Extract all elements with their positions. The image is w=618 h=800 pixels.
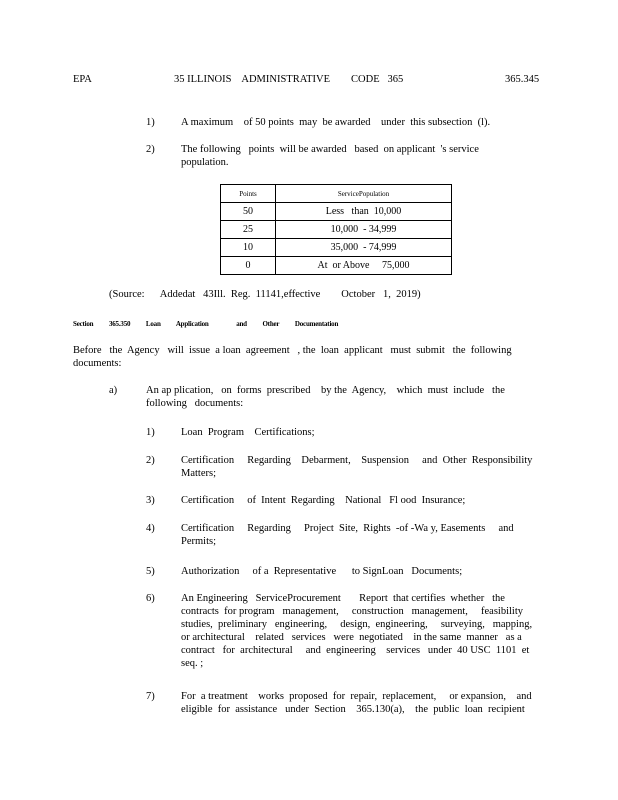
table-row — [221, 257, 452, 275]
table-header-population: ServicePopulation — [276, 185, 452, 203]
sub-item-number: 5) — [146, 566, 155, 577]
item-text: A maximum of 50 points may be awarded under this subsection (l). — [181, 117, 491, 128]
sub-item-text: Authorization of a Representative to SignLoan Documents; — [181, 566, 463, 577]
table-cell-population: 10,000 - 34,999 — [276, 221, 452, 239]
sub-item-text: Certification of Intent Regarding National Fl ood Insurance; — [181, 495, 466, 506]
section-title-word: Loan — [145, 320, 161, 328]
item-number: 1) — [146, 117, 155, 128]
section-number: 365.350 — [108, 320, 131, 328]
section-title-word: Other — [262, 320, 280, 328]
sub-item-number: 1) — [146, 427, 155, 438]
item-text: The following points will be awarded based on applicant 's service population. — [181, 144, 482, 168]
table-cell-points: 50 — [221, 203, 276, 221]
table-header-row — [221, 185, 452, 203]
table-row — [221, 221, 452, 239]
points-table — [220, 184, 452, 275]
sub-item-number: 7) — [146, 691, 155, 702]
source-note: (Source: Addedat 43Ill. Reg. 11141,effective October 1, 2019) — [109, 289, 421, 300]
sub-item-number: 3) — [146, 495, 155, 506]
section-heading — [73, 318, 352, 331]
sub-item-text: Certification Regarding Debarment, Suspension and Other Responsibility Matters; — [181, 455, 536, 479]
table-cell-points: 0 — [221, 257, 276, 275]
sub-item-text: For a treatment works proposed for repair, replacement, or expansion, and eligible for assistance under Section 365.130(a), the public loan recipient — [181, 691, 535, 715]
header-title: 35 ILLINOIS ADMINISTRATIVE CODE 365 — [174, 74, 404, 85]
header-section-number: 365.345 — [505, 74, 540, 85]
item-text: An ap plication, on forms prescribed by the Agency, which must include the following documents: — [146, 385, 508, 409]
section-label: Section — [73, 320, 94, 328]
sub-item-text: An Engineering ServiceProcurement Report that certifies whether the contracts for program management, construction management, feasibility studies, preliminary engineering, design, engineering, surveying, mapping, or architectural related services were negotiated in the same manner as a contract for architectural and engineering services under 40 USC 1101 et seq. ; — [181, 593, 535, 669]
section-title-word: Documentation — [294, 320, 339, 328]
table-row — [221, 239, 452, 257]
section-title-word: and — [236, 320, 247, 328]
table-cell-points: 10 — [221, 239, 276, 257]
table-cell-population: At or Above 75,000 — [276, 257, 452, 275]
table-row — [221, 203, 452, 221]
header-agency: EPA — [73, 74, 92, 85]
table-header-points: Points — [221, 185, 276, 203]
sub-item-text: Loan Program Certifications; — [181, 427, 315, 438]
table-cell-points: 25 — [221, 221, 276, 239]
section-title-word: Application — [175, 320, 209, 328]
sub-item-number: 6) — [146, 593, 155, 604]
sub-item-number: 4) — [146, 523, 155, 534]
item-letter: a) — [109, 385, 118, 396]
table-cell-population: Less than 10,000 — [276, 203, 452, 221]
intro-paragraph: Before the Agency will issue a loan agreement , the loan applicant must submit the following documents: — [73, 345, 515, 369]
item-number: 2) — [146, 144, 155, 155]
sub-item-number: 2) — [146, 455, 155, 466]
sub-item-text: Certification Regarding Project Site, Rights -of -Wa y, Easements and Permits; — [181, 523, 517, 547]
table-cell-population: 35,000 - 74,999 — [276, 239, 452, 257]
